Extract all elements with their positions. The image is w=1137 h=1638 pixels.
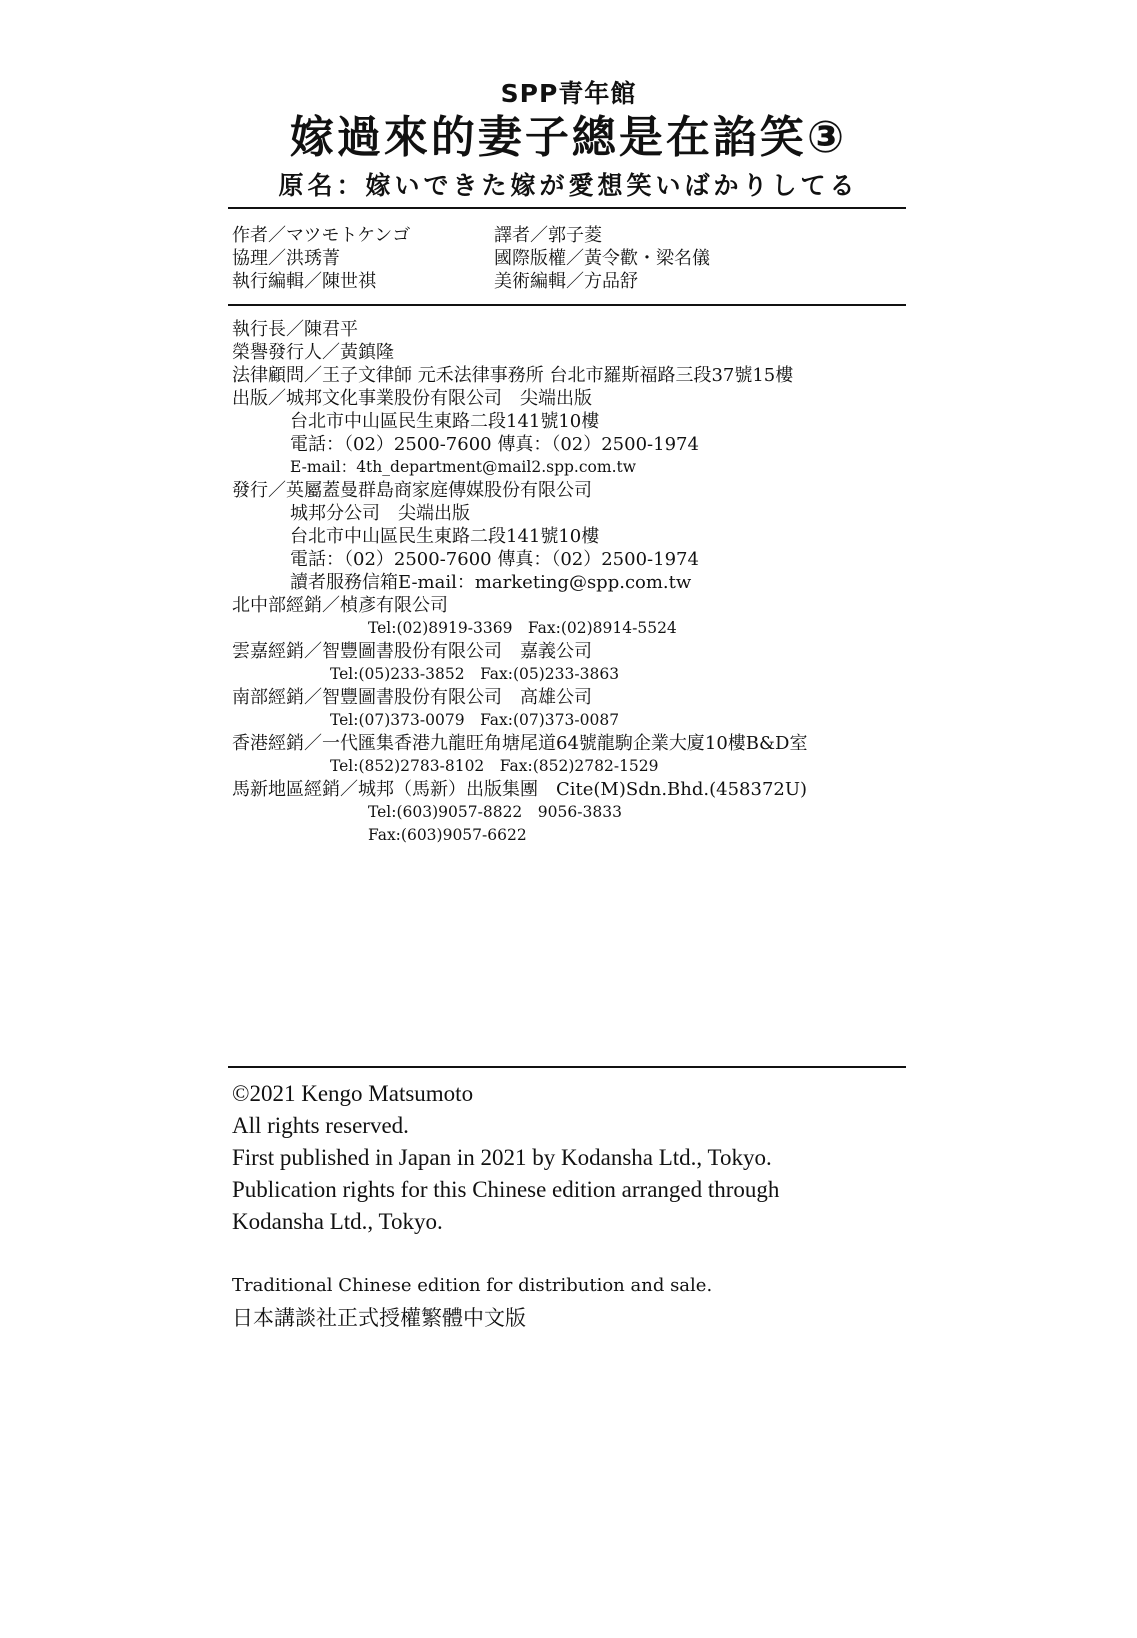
executive-editor-credit: 執行編輯／陳世祺 bbox=[232, 271, 376, 292]
publication-rights-line: Publication rights for this Chinese edition arranged through bbox=[232, 1177, 780, 1202]
distribution-chinese: 日本講談社正式授權繁體中文版 bbox=[232, 1306, 526, 1330]
publication-info bbox=[232, 318, 912, 847]
south-distributor: 南部經銷／智豐圖書股份有限公司 高雄公司 bbox=[232, 687, 592, 708]
publisher-line: 出版／城邦文化事業股份有限公司 尖端出版 bbox=[232, 388, 592, 409]
translator-credit: 譯者／郭子菱 bbox=[494, 225, 602, 246]
distributor-address: 台北市中山區民生東路二段141號10樓 bbox=[290, 526, 600, 547]
hk-distributor-contact: Tel:(852)2783-8102 Fax:(852)2782-1529 bbox=[330, 757, 659, 775]
publisher-email: E-mail：4th_department@mail2.spp.com.tw bbox=[290, 458, 636, 476]
coordinator-credit: 協理／洪琇菁 bbox=[232, 248, 340, 269]
rights-block bbox=[232, 1078, 912, 1238]
north-distributor-contact: Tel:(02)8919-3369 Fax:(02)8914-5524 bbox=[368, 619, 677, 637]
my-distributor-tel: Tel:(603)9057-8822 9056-3833 bbox=[368, 803, 622, 821]
book-title: 嫁過來的妻子總是在諂笑③ bbox=[289, 112, 848, 163]
divider-middle bbox=[228, 304, 906, 306]
distribution-block bbox=[232, 1270, 912, 1334]
international-rights-credit: 國際版權／黃令歡・梁名儀 bbox=[494, 248, 710, 269]
credits-block bbox=[232, 224, 892, 293]
honorary-publisher-line: 榮譽發行人／黃鎮隆 bbox=[232, 342, 394, 363]
first-published-line: First published in Japan in 2021 by Kodansha Ltd., Tokyo. bbox=[232, 1145, 772, 1170]
north-distributor: 北中部經銷／楨彥有限公司 bbox=[232, 595, 448, 616]
original-title: 原名：嫁いできた嫁が愛想笑いばかりしてる bbox=[278, 171, 859, 200]
south-distributor-contact: Tel:(07)373-0079 Fax:(07)373-0087 bbox=[330, 711, 620, 729]
yunjia-distributor-contact: Tel:(05)233-3852 Fax:(05)233-3863 bbox=[330, 665, 620, 683]
distributor-email: 讀者服務信箱E-mail：marketing@spp.com.tw bbox=[290, 572, 692, 593]
imprint-label: SPP青年館 bbox=[500, 79, 637, 108]
credits-row bbox=[232, 270, 892, 293]
credits-row bbox=[232, 247, 892, 270]
divider-bottom bbox=[228, 1066, 906, 1068]
ceo-line: 執行長／陳君平 bbox=[232, 319, 358, 340]
distributor-line: 發行／英屬蓋曼群島商家庭傳媒股份有限公司 bbox=[232, 480, 592, 501]
hk-distributor: 香港經銷／一代匯集香港九龍旺角塘尾道64號龍駒企業大廈10樓B&D室 bbox=[232, 733, 808, 754]
publisher-address: 台北市中山區民生東路二段141號10樓 bbox=[290, 411, 600, 432]
rights-reserved-line: All rights reserved. bbox=[232, 1113, 409, 1138]
distributor-phone: 電話：（02）2500-7600 傳真：（02）2500-1974 bbox=[290, 549, 699, 570]
my-distributor: 馬新地區經銷／城邦（馬新）出版集團 Cite(M)Sdn.Bhd.(458372U) bbox=[232, 779, 808, 800]
copyright-line: ©2021 Kengo Matsumoto bbox=[232, 1081, 474, 1106]
my-distributor-fax: Fax:(603)9057-6622 bbox=[368, 826, 527, 844]
author-credit: 作者／マツモトケンゴ bbox=[232, 225, 411, 246]
kodansha-line: Kodansha Ltd., Tokyo. bbox=[232, 1209, 443, 1234]
distribution-english: Traditional Chinese edition for distribution and sale. bbox=[232, 1275, 713, 1296]
divider-top bbox=[228, 207, 906, 209]
yunjia-distributor: 雲嘉經銷／智豐圖書股份有限公司 嘉義公司 bbox=[232, 641, 592, 662]
credits-row bbox=[232, 224, 892, 247]
legal-advisor-line: 法律顧問／王子文律師 元禾法律事務所 台北市羅斯福路三段37號15樓 bbox=[232, 365, 794, 386]
art-editor-credit: 美術編輯／方品舒 bbox=[494, 271, 638, 292]
distributor-branch: 城邦分公司 尖端出版 bbox=[290, 503, 470, 524]
publisher-phone: 電話：（02）2500-7600 傳真：（02）2500-1974 bbox=[290, 434, 699, 455]
